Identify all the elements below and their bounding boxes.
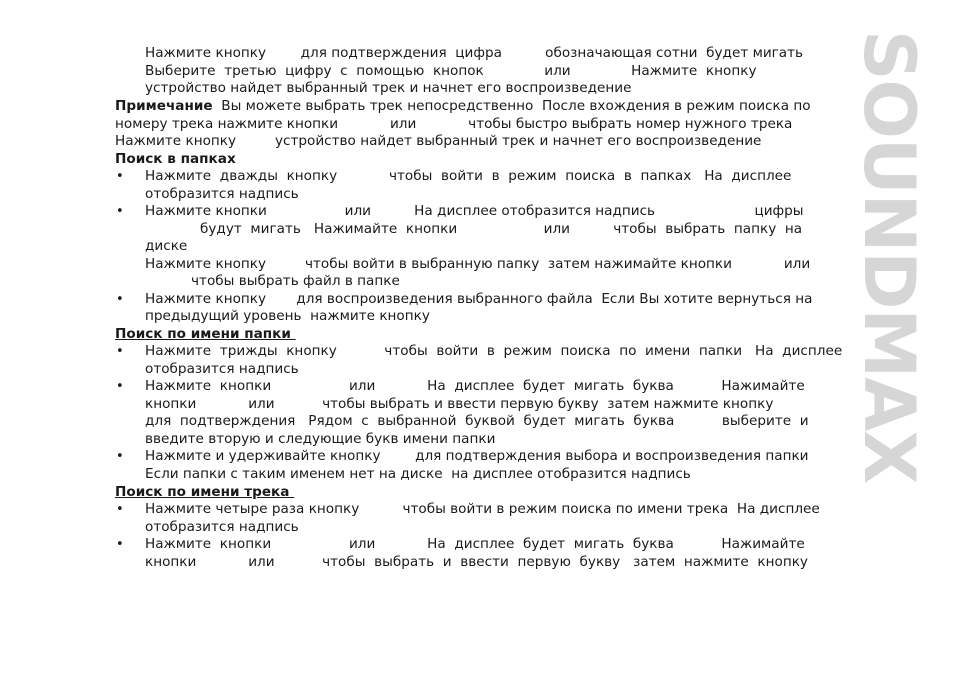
bullet: • xyxy=(116,502,124,517)
bullet: • xyxy=(116,344,124,359)
text-line: Нажмите кнопку чтобы войти в выбранную папку затем нажимайте кнопки или xyxy=(145,256,811,272)
text-line: Выберите третью цифру с помощью кнопок или Нажмите кнопку xyxy=(145,63,757,79)
text-line: Нажмите и удерживайте кнопку для подтверждения выбора и воспроизведения папки xyxy=(145,448,809,464)
text-line: Нажмите кнопку для воспроизведения выбранного файла Если Вы хотите вернуться на xyxy=(145,291,813,307)
text-line: номеру трека нажмите кнопки или чтобы быстро выбрать номер нужного трека xyxy=(115,116,793,132)
text-line: кнопки или чтобы выбрать и ввести первую букву затем нажмите кнопку xyxy=(145,554,808,570)
text-line: Нажмите кнопки или На дисплее отобразится надпись цифры xyxy=(145,203,804,219)
note-label: Примечание xyxy=(115,98,213,114)
section-heading: Поиск в папках xyxy=(115,151,236,167)
text-line: будут мигать Нажимайте кнопки или чтобы выбрать папку на xyxy=(200,221,803,237)
section-heading: Поиск по имени папки xyxy=(115,326,296,342)
text-line: устройство найдет выбранный трек и начнет его воспроизведение xyxy=(145,80,632,96)
text-line: Если папки с таким именем нет на диске на дисплее отобразится надпись xyxy=(145,466,691,482)
text-line: Нажмите четыре раза кнопку чтобы войти в режим поиска по имени трека На дисплее xyxy=(145,501,820,517)
note-line xyxy=(115,98,811,115)
text-line: диске xyxy=(145,238,188,254)
bullet: • xyxy=(116,537,124,552)
text-line: Нажмите дважды кнопку чтобы войти в режим поиска в папках На дисплее xyxy=(145,168,792,184)
text-line: предыдущий уровень нажмите кнопку xyxy=(145,308,430,324)
brand-logo xyxy=(848,30,930,630)
bullet: • xyxy=(116,292,124,307)
bullet: • xyxy=(116,169,124,184)
text-line: для подтверждения Рядом с выбранной буквой будет мигать буква выберите и xyxy=(145,413,809,429)
text-line: отобразится надпись xyxy=(145,361,299,377)
text-line: Нажмите трижды кнопку чтобы войти в режим поиска по имени папки На дисплее xyxy=(145,343,843,359)
brand-text: SOUNDMAX xyxy=(848,30,930,484)
text-line: Нажмите кнопку для подтверждения цифра обозначающая сотни будет мигать xyxy=(145,45,804,61)
text-line: Нажмите кнопку устройство найдет выбранный трек и начнет его воспроизведение xyxy=(115,133,762,149)
text-line: введите вторую и следующие букв имени папки xyxy=(145,431,496,447)
text-line: Нажмите кнопки или На дисплее будет мигать буква Нажимайте xyxy=(145,378,805,394)
bullet: • xyxy=(116,204,124,219)
text-line: кнопки или чтобы выбрать и ввести первую букву затем нажмите кнопку xyxy=(145,396,774,412)
text-line: отобразится надпись xyxy=(145,186,299,202)
note-text: Вы можете выбрать трек непосредственно После вхождения в режим поиска по xyxy=(212,98,811,114)
text-line: чтобы выбрать файл в папке xyxy=(191,273,400,289)
bullet: • xyxy=(116,379,124,394)
text-line: Нажмите кнопки или На дисплее будет мигать буква Нажимайте xyxy=(145,536,805,552)
bullet: • xyxy=(116,449,124,464)
text-line: отобразится надпись xyxy=(145,519,299,535)
section-heading: Поиск по имени трека xyxy=(115,484,295,500)
